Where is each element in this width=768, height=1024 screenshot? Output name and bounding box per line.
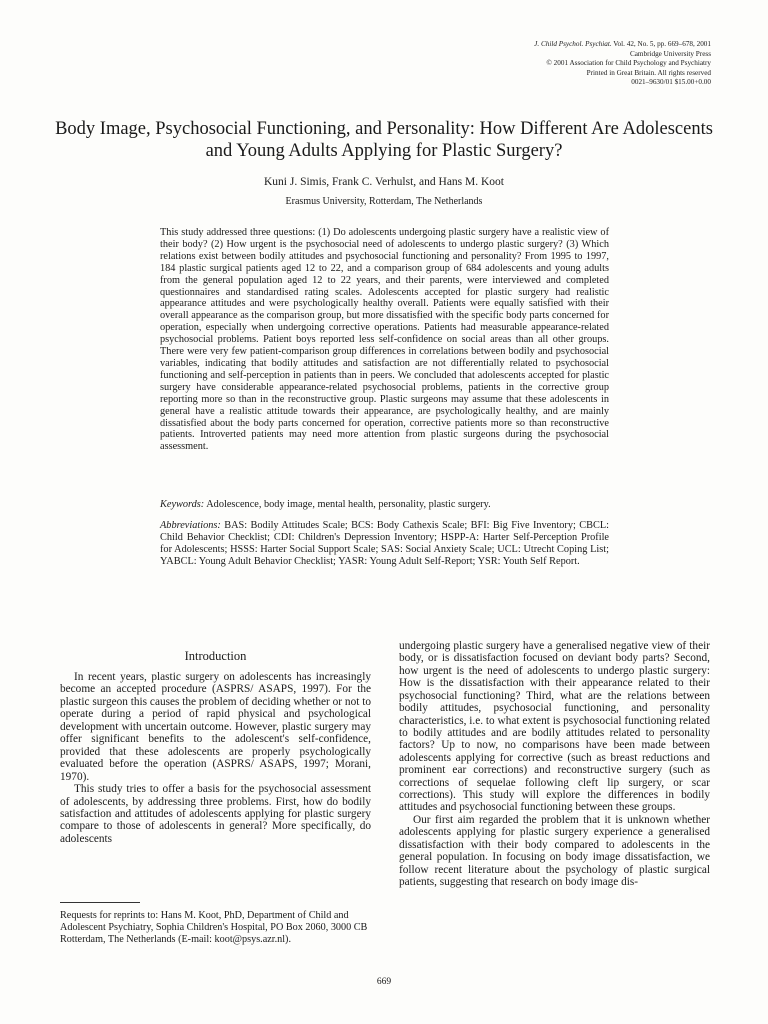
footnote-divider — [60, 902, 140, 903]
journal-header — [534, 40, 711, 88]
paragraph: In recent years, plastic surgery on adolescents has increasingly become an accepted procedure (ASPRS/ ASAPS, 1997). For the plastic surgeon this causes the problem of deciding whether or not to operate during a period of rapid physical and psychological development with uncertain outcome. However, plastic surgery may offer significant benefits to the adolescent's self-confidence, provided that these adolescents are properly psychologically evaluated before the operation (ASPRS/ ASAPS, 1997; Morani, 1970). — [60, 671, 371, 783]
abstract: This study addressed three questions: (1) Do adolescents undergoing plastic surgery have a realistic view of their body? (2) How urgent is the psychosocial need of adolescents to undergo plastic surgery? (3) Which relations exist between bodily attitudes and psychosocial functioning and personality? From 1995 to 1997, 184 plastic surgical patients aged 12 to 22, and a comparison group of 684 adolescents and young adults from the general population aged 12 to 22 years, and their parents, were interviewed and completed questionnaires and standardised rating scales. Adolescents accepted for plastic surgery had realistic appearance attitudes and were psychologically healthy overall. Patients were equally satisfied with their overall appearance as the comparison group, but more dissatisfied with the specific body parts concerned for operation, especially when undergoing corrective operations. Patients had measurable appearance-related psychosocial problems. Patient boys reported less self-confidence on social areas than all other groups. There were very few patient-comparison group differences in correlations between bodily and psychosocial variables, indicating that bodily attitudes and satisfaction are not differentially related to psychosocial functioning and self-perception in patients than in peers. We concluded that adolescents accepted for plastic surgery have considerable appearance-related psychosocial problems, patients in the corrective group reporting more so than in the reconstructive group. Plastic surgeons may assume that these adolescents in general have a realistic attitude towards their appearance, are psychologically healthy, and are mainly dissatisfied about the body parts concerned for operation, corrective patients more so than reconstructive patients. Introverted patients may need more attention from plastic surgeons during the psychosocial assessment. — [160, 227, 609, 453]
keywords-text: Adolescence, body image, mental health, personality, plastic surgery. — [204, 499, 491, 510]
left-column — [60, 671, 371, 845]
issn: 0021–9630/01 $15.00+0.00 — [631, 78, 711, 87]
paragraph: undergoing plastic surgery have a generalised negative view of their body, or is dissatisfaction focused on deviant body parts? Second, how urgent is the need of adolescents to undergo plastic surgery: How is the dissatisfaction with their appearance related to their psychosocial functioning? Third, what are the relations between bodily attitudes, psychosocial functioning, and personality characteristics, i.e. to what extent is psychosocial functioning related to bodily attitudes and are bodily attitudes related to personality factors? Up to now, no comparisons have been made between adolescents applying for corrective (such as breast reductions and prominent ear corrections) and reconstructive surgery (such as corrections of sequelae following cleft lip surgery, or scar corrections). This study will explore the differences in bodily attitudes and psychosocial functioning between these groups. — [399, 640, 710, 814]
abbreviations-label: Abbreviations: — [160, 520, 221, 531]
keywords — [160, 499, 609, 511]
page-number: 669 — [376, 977, 392, 987]
authors: Kuni J. Simis, Frank C. Verhulst, and Hans M. Koot — [263, 176, 505, 188]
publisher: Cambridge University Press — [629, 49, 711, 58]
section-heading-introduction: Introduction — [184, 649, 247, 663]
footnote-reprints: Requests for reprints to: Hans M. Koot, PhD, Department of Child and Adolescent Psychiatry, Sophia Children's Hospital, PO Box 2060, 3000 CB Rotterdam, The Netherlands (E-mail: koot@psys.azr.nl). — [60, 910, 368, 946]
keywords-label: Keywords: — [160, 499, 205, 510]
copyright: © 2001 Association for Child Psychology and Psychiatry — [546, 59, 711, 68]
printed-notice: Printed in Great Britain. All rights reserved — [586, 68, 711, 77]
right-column — [399, 640, 710, 888]
journal-citation: J. Child Psychol. Psychiat. Vol. 42, No. 5, pp. 669–678, 2001 — [534, 40, 711, 48]
abbreviations-text: BAS: Bodily Attitudes Scale; BCS: Body Cathexis Scale; BFI: Big Five Inventory; CBCL: Child Behavior Checklist; CDI: Children's Depression Inventory; HSPP-A: Harter Self-Perception Profile for Adolescents; HSSS: Harter Social Support Scale; SAS: Social Anxiety Scale; UCL: Utrecht Coping List; YABCL: Young Adult Behavior Checklist; YASR: Young Adult Self-Report; YSR: Youth Self Report. — [160, 520, 609, 567]
abbreviations — [160, 520, 609, 568]
affiliation: Erasmus University, Rotterdam, The Netherlands — [285, 196, 483, 207]
paper-title: Body Image, Psychosocial Functioning, and Personality: How Different Are Adolescents and Young Adults Applying for Plastic Surgery? — [55, 119, 713, 161]
paragraph: This study tries to offer a basis for the psychosocial assessment of adolescents, by addressing three problems. First, how do bodily satisfaction and attitudes of adolescents applying for plastic surgery compare to those of adolescents in general? More specifically, do adolescents — [60, 783, 371, 845]
paragraph: Our first aim regarded the problem that it is unknown whether adolescents applying for plastic surgery experience a generalised dissatisfaction with their body compared to adolescents in the general population. In focusing on body image dissatisfaction, we follow recent literature about the psychology of plastic surgical patients, suggesting that research on body image dis- — [399, 813, 710, 889]
